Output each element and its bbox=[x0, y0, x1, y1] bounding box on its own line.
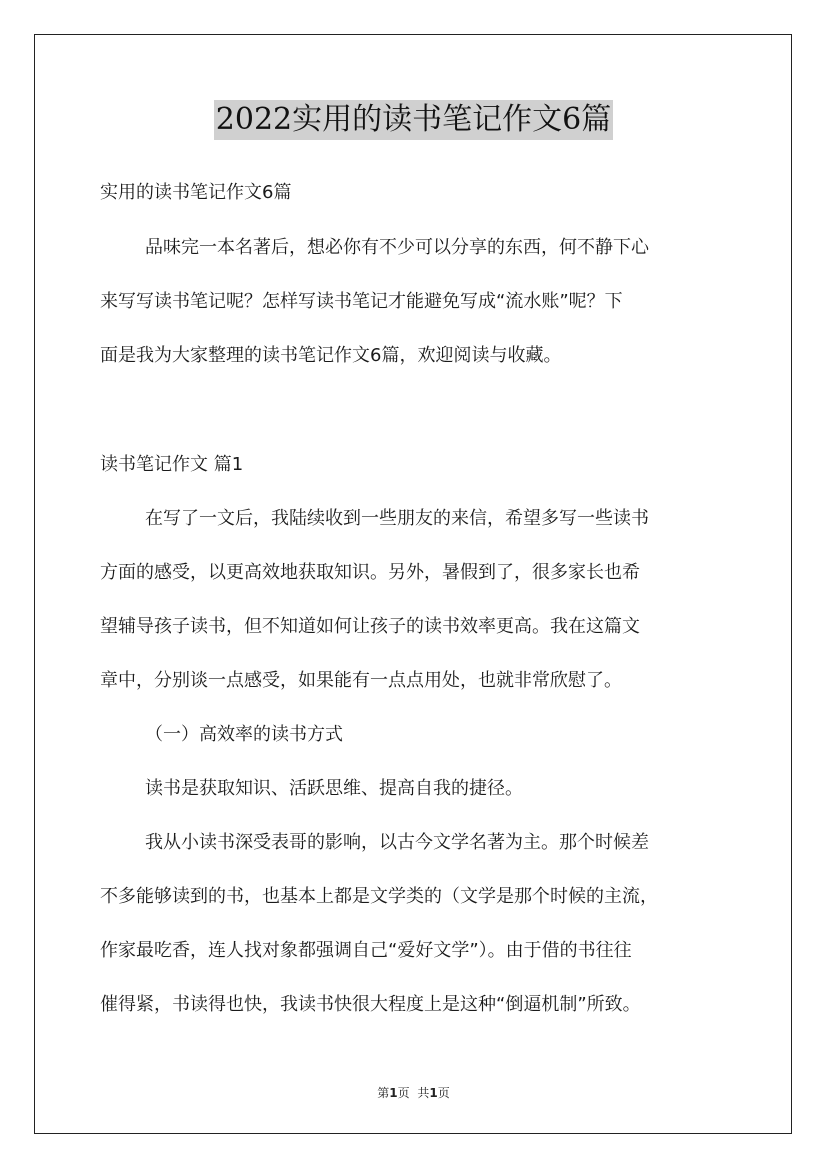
document-subtitle: 实用的读书笔记作文6篇 bbox=[100, 182, 292, 203]
sub-heading: （一）高效率的读书方式 bbox=[145, 724, 343, 745]
paragraph-2: 读书是获取知识、活跃思维、提高自我的捷径。 bbox=[145, 778, 523, 799]
footer-page-total: 1 bbox=[429, 1086, 438, 1100]
paragraph-3-line-1: 我从小读书深受表哥的影响，以古今文学名著为主。那个时候差 bbox=[145, 832, 649, 853]
paragraph-1-line-1: 在写了一文后，我陆续收到一些朋友的来信，希望多写一些读书 bbox=[145, 508, 649, 529]
intro-line-3: 面是我为大家整理的读书笔记作文6篇，欢迎阅读与收藏。 bbox=[100, 345, 562, 366]
section-heading: 读书笔记作文 篇1 bbox=[100, 454, 244, 475]
paragraph-1-line-2: 方面的感受，以更高效地获取知识。另外，暑假到了，很多家长也希 bbox=[100, 562, 640, 583]
footer-page-label: 页 bbox=[397, 1086, 410, 1100]
paragraph-3-line-4: 催得紧，书读得也快，我读书快很大程度上是这种“倒逼机制”所致。 bbox=[100, 994, 641, 1015]
paragraph-1-line-4: 章中，分别谈一点感受，如果能有一点点用处，也就非常欣慰了。 bbox=[100, 670, 622, 691]
paragraph-1-line-3: 望辅导孩子读书，但不知道如何让孩子的读书效率更高。我在这篇文 bbox=[100, 616, 640, 637]
intro-line-1: 品味完一本名著后，想必你有不少可以分享的东西，何不静下心 bbox=[145, 237, 649, 258]
intro-line-2: 来写写读书笔记呢？怎样写读书笔记才能避免写成“流水账”呢？下 bbox=[100, 291, 623, 312]
paragraph-3-line-3: 作家最吃香，连人找对象都强调自己“爱好文学”）。由于借的书往往 bbox=[100, 940, 632, 961]
footer-page-current: 1 bbox=[389, 1086, 398, 1100]
title-container bbox=[0, 100, 827, 140]
paragraph-3-line-2: 不多能够读到的书，也基本上都是文学类的（文学是那个时候的主流， bbox=[100, 886, 658, 907]
page-footer bbox=[0, 1085, 827, 1101]
footer-total-label: 页 bbox=[437, 1086, 450, 1100]
document-title: 2022实用的读书笔记作文6篇 bbox=[214, 100, 613, 140]
footer-page-prefix: 第 bbox=[377, 1086, 390, 1100]
footer-total-prefix: 共 bbox=[417, 1086, 430, 1100]
